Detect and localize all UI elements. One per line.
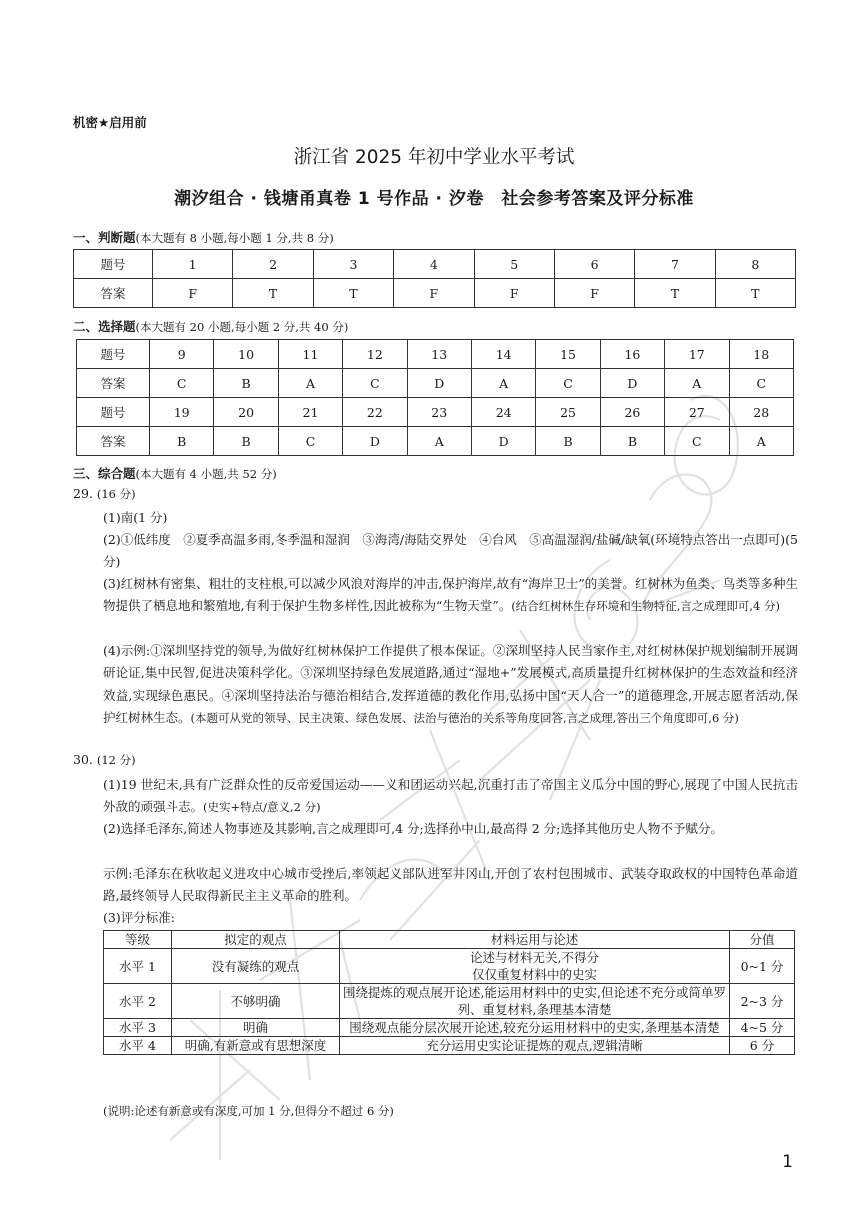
q29-part3-note: (结合红树林生存环境和生物特征,言之成理即可,4 分)	[511, 599, 780, 614]
judgement-answer-table	[73, 249, 796, 308]
view-cell: 不够明确	[172, 984, 340, 1019]
question-number-cell: 4	[394, 250, 474, 279]
table-row	[104, 1019, 795, 1037]
view-cell: 明确	[172, 1019, 340, 1037]
question-number-cell: 24	[471, 398, 535, 427]
question-number-cell: 6	[554, 250, 634, 279]
answer-cell: A	[407, 427, 471, 456]
q30-number: 30.	[73, 752, 93, 767]
level-cell: 水平 3	[104, 1019, 172, 1037]
answer-cell: D	[407, 369, 471, 398]
table-row	[77, 340, 794, 369]
question-number-cell: 28	[729, 398, 793, 427]
q30-part3: (3)评分标准:	[103, 910, 175, 925]
question-number-cell: 21	[278, 398, 342, 427]
answer-cell: A	[665, 369, 729, 398]
question-number-cell: 9	[150, 340, 214, 369]
section1-heading	[73, 228, 334, 246]
answer-cell: F	[394, 279, 474, 308]
table-row	[77, 369, 794, 398]
question-number-cell: 13	[407, 340, 471, 369]
section1-note: (本大题有 8 小题,每小题 1 分,共 8 分)	[135, 231, 334, 245]
answer-cell: A	[278, 369, 342, 398]
choice-answer-table	[76, 339, 794, 456]
row-label-question: 题号	[77, 340, 150, 369]
table-row	[104, 984, 795, 1019]
score-cell: 4~5 分	[730, 1019, 795, 1037]
q30-part2-example: 示例:毛泽东在秋收起义进攻中心城市受挫后,率领起义部队进军井冈山,开创了农村包围城市、武装夺取政权的中国特色革命道路,最终领导人民取得新民主主义革命的胜利。	[103, 866, 798, 904]
section2-heading	[73, 317, 348, 335]
question-number-cell: 10	[214, 340, 278, 369]
answer-cell: C	[536, 369, 600, 398]
view-cell: 明确,有新意或有思想深度	[172, 1037, 340, 1055]
table-row	[74, 250, 796, 279]
question-number-cell: 12	[343, 340, 407, 369]
row-label-answer: 答案	[77, 369, 150, 398]
table-row	[74, 279, 796, 308]
answer-cell: B	[214, 427, 278, 456]
argument-cell: 充分运用史实论证提炼的观点,逻辑清晰	[340, 1037, 730, 1055]
section3-heading	[73, 464, 277, 482]
answer-cell: B	[600, 427, 664, 456]
q29-part4-text: (4)示例:①深圳坚持党的领导,为做好红树林保护工作提供了根本保证。②深圳坚持人民当家作主,对红树林保护规划编制开展调研论证,集中民智,促进决策科学化。③深圳坚持绿色发展道路,通过“湿地+”发展模式,高质量提升红树林保护的生态效益和经济效益,实现绿色惠民。④深圳坚持法治与德治相结合,发挥道德的教化作用,弘扬中国“天人合一”的道德理念,开展志愿者活动,保护红树林生态。	[103, 643, 798, 725]
table-row	[104, 949, 795, 984]
answer-cell: A	[471, 369, 535, 398]
answer-cell: C	[729, 369, 793, 398]
row-label-question: 题号	[74, 250, 153, 279]
question-number-cell: 17	[665, 340, 729, 369]
q30-part1-note: (史实+特点/意义,2 分)	[203, 800, 321, 815]
q29-part4-note: (本题可从党的领导、民主决策、绿色发展、法治与德治的关系等角度回答,言之成理,答出三个角度即可,6 分)	[190, 710, 739, 725]
q30-header	[73, 752, 136, 768]
question-number-cell: 26	[600, 398, 664, 427]
answer-cell: C	[278, 427, 342, 456]
view-cell: 没有凝练的观点	[172, 949, 340, 984]
row-label-question: 题号	[77, 398, 150, 427]
question-number-cell: 22	[343, 398, 407, 427]
confidential-label: 机密★启用前	[73, 115, 147, 130]
level-cell: 水平 4	[104, 1037, 172, 1055]
q29-part1: (1)南(1 分)	[103, 510, 168, 525]
answer-cell: D	[600, 369, 664, 398]
q29-part2: (2)①低纬度 ②夏季高温多雨,冬季温和湿润 ③海湾/海陆交界处 ④台风 ⑤高温湿润/盐碱/缺氧(环境特点答出一点即可)(5 分)	[103, 532, 798, 570]
question-number-cell: 8	[715, 250, 795, 279]
answer-cell: F	[554, 279, 634, 308]
question-number-cell: 18	[729, 340, 793, 369]
table-row	[104, 1037, 795, 1055]
question-number-cell: 14	[471, 340, 535, 369]
score-cell: 2~3 分	[730, 984, 795, 1019]
score-cell: 0~1 分	[730, 949, 795, 984]
page-number: 1	[782, 1152, 793, 1172]
question-number-cell: 15	[536, 340, 600, 369]
question-number-cell: 3	[313, 250, 393, 279]
table-row	[77, 398, 794, 427]
header-argument: 材料运用与论述	[340, 931, 730, 949]
question-number-cell: 1	[153, 250, 233, 279]
level-cell: 水平 1	[104, 949, 172, 984]
header-score: 分值	[730, 931, 795, 949]
q29-score: (16 分)	[96, 487, 136, 501]
answer-cell: T	[635, 279, 715, 308]
answer-cell: T	[715, 279, 795, 308]
answer-cell: F	[474, 279, 554, 308]
question-number-cell: 5	[474, 250, 554, 279]
q29-part4	[103, 640, 798, 729]
scoring-rubric-table	[103, 930, 795, 1055]
table-row	[77, 427, 794, 456]
question-number-cell: 27	[665, 398, 729, 427]
answer-cell: D	[343, 427, 407, 456]
question-number-cell: 19	[150, 398, 214, 427]
question-number-cell: 7	[635, 250, 715, 279]
table-header-row	[104, 931, 795, 949]
header-view: 拟定的观点	[172, 931, 340, 949]
question-number-cell: 23	[407, 398, 471, 427]
section2-note: (本大题有 20 小题,每小题 2 分,共 40 分)	[135, 320, 349, 334]
question-number-cell: 16	[600, 340, 664, 369]
answer-cell: B	[536, 427, 600, 456]
argument-cell: 围绕提炼的观点展开论述,能运用材料中的史实,但论述不充分或简单罗列、重复材料,条理基本清楚	[340, 984, 730, 1019]
q29-part3	[103, 573, 798, 618]
q30-part1-text: (1)19 世纪末,具有广泛群众性的反帝爱国运动——义和团运动兴起,沉重打击了帝国主义瓜分中国的野心,展现了中国人民抗击外敌的顽强斗志。	[103, 777, 798, 815]
header-level: 等级	[104, 931, 172, 949]
section3-note: (本大题有 4 小题,共 52 分)	[135, 467, 277, 481]
section1-title: 一、判断题	[73, 230, 136, 245]
answer-cell: T	[233, 279, 313, 308]
q30-score: (12 分)	[96, 753, 136, 767]
answer-cell: C	[150, 369, 214, 398]
question-number-cell: 2	[233, 250, 313, 279]
exam-title: 浙江省 2025 年初中学业水平考试	[293, 147, 575, 168]
answer-cell: C	[665, 427, 729, 456]
answer-cell: T	[313, 279, 393, 308]
q30-part1	[103, 774, 798, 819]
answer-cell: C	[343, 369, 407, 398]
level-cell: 水平 2	[104, 984, 172, 1019]
section3-title: 三、综合题	[73, 466, 136, 481]
q29-part3-text: (3)红树林有密集、粗壮的支柱根,可以减少风浪对海岸的冲击,保护海岸,故有“海岸卫士”的美誉。红树林为鱼类、鸟类等多种生物提供了栖息地和繁殖地,有利于保护生物多样性,因此被称为“生物天堂”。	[103, 576, 798, 614]
section2-title: 二、选择题	[73, 319, 136, 334]
q29-number: 29.	[73, 486, 93, 501]
q29-header	[73, 486, 136, 502]
question-number-cell: 11	[278, 340, 342, 369]
row-label-answer: 答案	[74, 279, 153, 308]
row-label-answer: 答案	[77, 427, 150, 456]
argument-cell: 围绕观点能分层次展开论述,较充分运用材料中的史实,条理基本清楚	[340, 1019, 730, 1037]
score-cell: 6 分	[730, 1037, 795, 1055]
q30-part2: (2)选择毛泽东,简述人物事迹及其影响,言之成理即可,4 分;选择孙中山,最高得 2 分;选择其他历史人物不予赋分。	[103, 821, 723, 836]
argument-cell: 论述与材料无关,不得分 仅仅重复材料中的史实	[340, 949, 730, 984]
answer-cell: B	[214, 369, 278, 398]
question-number-cell: 25	[536, 398, 600, 427]
answer-cell: D	[471, 427, 535, 456]
answer-cell: A	[729, 427, 793, 456]
rubric-footnote: (说明:论述有新意或有深度,可加 1 分,但得分不超过 6 分)	[103, 1104, 394, 1118]
answer-cell: B	[150, 427, 214, 456]
exam-subtitle: 潮汐组合 · 钱塘甬真卷 1 号作品 · 汐卷 社会参考答案及评分标准	[174, 189, 694, 209]
answer-cell: F	[153, 279, 233, 308]
question-number-cell: 20	[214, 398, 278, 427]
